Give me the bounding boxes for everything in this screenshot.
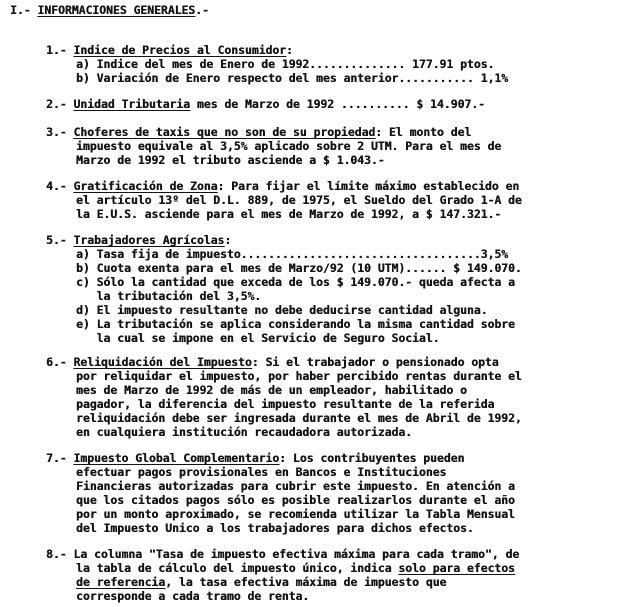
item-title: Indice de Precios al Consumidor bbox=[73, 43, 287, 57]
item-number: 5.- bbox=[46, 233, 67, 247]
item-5-heading: 5.- Trabajadores Agrícolas: bbox=[46, 233, 232, 247]
item-number: 4.- bbox=[46, 179, 67, 193]
item-6-line-4: reliquidación debe ser ingresada durante el mes de Abril de 1992, bbox=[76, 411, 522, 425]
item-6-heading: 6.- Reliquidación del Impuesto: Si el trabajador o pensionado opta bbox=[46, 355, 499, 369]
item-5-line-b: b) Cuota exenta para el mes de Marzo/92 (10 UTM)...... $ 149.070. bbox=[76, 261, 522, 275]
item-5-line-c2: la tributación del 3,5%. bbox=[76, 289, 262, 303]
item-8-line-3: corresponde a cada tramo de renta. bbox=[76, 589, 310, 603]
emphasis-text: solo para efectos bbox=[398, 561, 515, 575]
item-title: Impuesto Global Complementario bbox=[73, 451, 280, 465]
item-3-line-2: Marzo de 1992 el tributo asciende a $ 1.043.- bbox=[76, 153, 385, 167]
item-6-line-2: mes de Marzo de 1992 de más de un empleador, habilitado o bbox=[76, 383, 467, 397]
item-number: 7.- bbox=[46, 451, 67, 465]
item-6-line-3: pagador, la diferencia del impuesto resultante de la referida bbox=[76, 397, 495, 411]
item-7-line-1: efectuar pagos provisionales en Bancos e Instituciones bbox=[76, 465, 447, 479]
item-4-line-1: el artículo 13º del D.L. 889, de 1975, el Sueldo del Grado 1-A de bbox=[76, 193, 522, 207]
item-5-line-e2: la cual se impone en el Servicio de Seguro Social. bbox=[76, 331, 440, 345]
item-8-heading: 8.- La columna "Tasa de impuesto efectiva máxima para cada tramo", de bbox=[46, 547, 520, 561]
item-number: 1.- bbox=[46, 43, 67, 57]
section-heading: I.- INFORMACIONES GENERALES.- bbox=[10, 3, 209, 17]
item-4-heading: 4.- Gratificación de Zona: Para fijar el límite máximo establecido en bbox=[46, 179, 520, 193]
item-7-heading: 7.- Impuesto Global Complementario: Los contribuyentes pueden bbox=[46, 451, 465, 465]
item-title: Gratificación de Zona bbox=[73, 179, 218, 193]
item-7-line-3: que los citados pagos sólo es posible realizarlos durante el año bbox=[76, 493, 515, 507]
item-5-line-c: c) Sólo la cantidad que exceda de los $ 149.070.- queda afecta a bbox=[76, 275, 515, 289]
item-1-line-a: a) Indice del mes de Enero de 1992.............. 177.91 ptos. bbox=[76, 57, 495, 71]
item-6-line-5: en cualquiera institución recaudadora autorizada. bbox=[76, 425, 413, 439]
item-7-line-4: por un monto aproximado, se recomienda utilizar la Tabla Mensual bbox=[76, 507, 515, 521]
section-title: INFORMACIONES GENERALES bbox=[37, 3, 196, 17]
item-6-line-1: por reliquidar el impuesto, por haber percibido rentas durante el bbox=[76, 369, 522, 383]
item-title: Reliquidación del Impuesto bbox=[73, 355, 252, 369]
item-8-line-2: de referencia, la tasa efectiva máxima de impuesto que bbox=[76, 575, 447, 589]
item-4-line-2: la E.U.S. asciende para el mes de Marzo de 1992, a $ 147.321.- bbox=[76, 207, 502, 221]
item-1-heading: 1.- Indice de Precios al Consumidor: bbox=[46, 43, 293, 57]
item-number: 3.- bbox=[46, 125, 67, 139]
item-2-text: 2.- Unidad Tributaria mes de Marzo de 1992 .......... $ 14.907.- bbox=[46, 97, 485, 111]
item-3-line-1: impuesto equivale al 3,5% aplicado sobre 2 UTM. Para el mes de bbox=[76, 139, 502, 153]
item-title: Trabajadores Agrícolas bbox=[73, 233, 225, 247]
item-1-line-b: b) Variación de Enero respecto del mes anterior........... 1,1% bbox=[76, 71, 509, 85]
item-title: Choferes de taxis que no son de su propiedad bbox=[73, 125, 376, 139]
item-5-line-e: e) La tributación se aplica considerando la misma cantidad sobre bbox=[76, 317, 515, 331]
emphasis-text: de referencia bbox=[76, 575, 166, 589]
item-number: 2.- bbox=[46, 97, 67, 111]
item-3-heading: 3.- Choferes de taxis que no son de su propiedad: El monto del bbox=[46, 125, 472, 139]
item-7-line-5: del Impuesto Unico a los trabajadores para dichos efectos. bbox=[76, 521, 474, 535]
item-8-line-1: la tabla de cálculo del impuesto único, indica solo para efectos bbox=[76, 561, 515, 575]
item-title: Unidad Tributaria bbox=[73, 97, 191, 111]
item-7-line-2: Financieras autorizadas para cubrir este impuesto. En atención a bbox=[76, 479, 515, 493]
item-5-line-a: a) Tasa fija de impuesto...................................3,5% bbox=[76, 247, 509, 261]
item-5-line-d: d) El impuesto resultante no debe deducirse cantidad alguna. bbox=[76, 303, 488, 317]
section-number: I.- bbox=[10, 3, 31, 17]
item-number: 8.- bbox=[46, 547, 67, 561]
item-number: 6.- bbox=[46, 355, 67, 369]
